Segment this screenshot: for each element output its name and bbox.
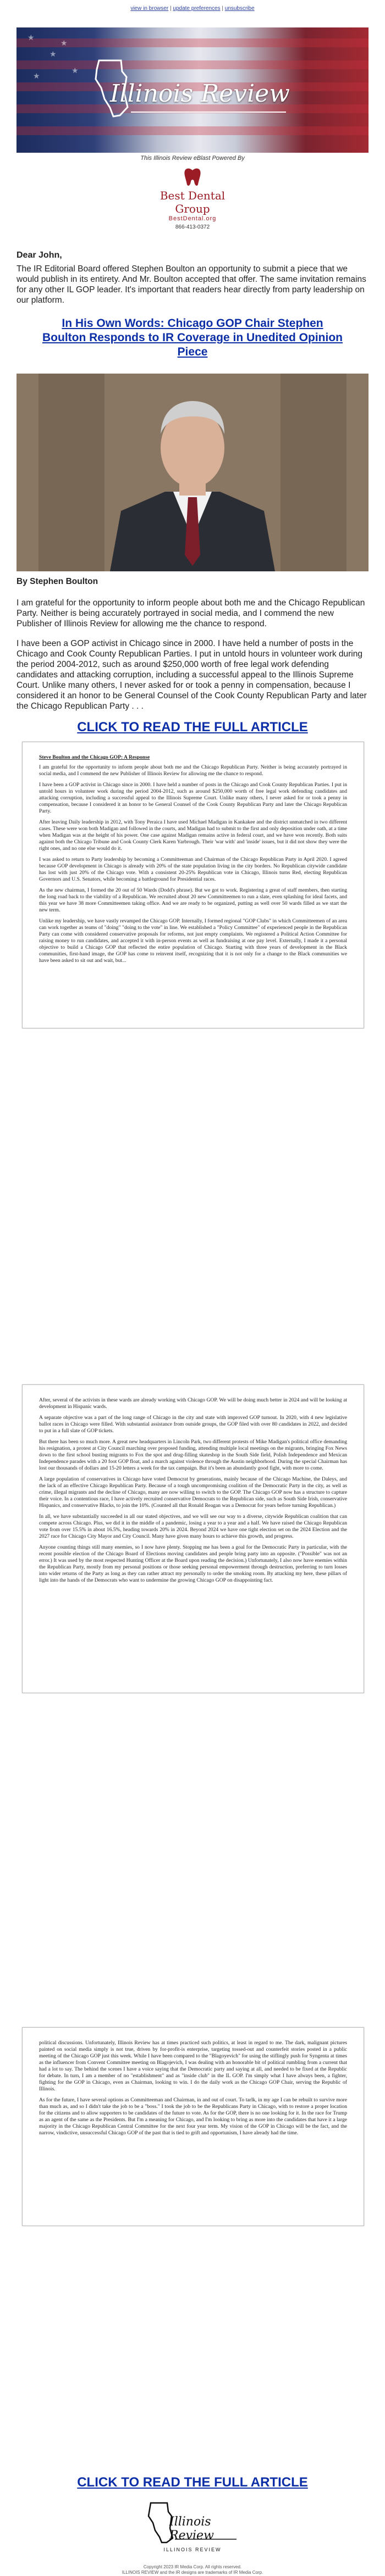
footer-logo[interactable] xyxy=(143,2500,242,2557)
byline: By Stephen Boulton xyxy=(16,577,98,586)
document-page-3 xyxy=(22,2027,364,2226)
star-icon: ★ xyxy=(33,71,40,80)
portrait-figure xyxy=(16,374,369,571)
sponsor-url: BestDental.org xyxy=(168,215,217,222)
intro-paragraph: The IR Editorial Board offered Stephen Boulton an opportunity to submit a piece that we would publish in its entirety. And Mr. Boulton accepted that offer. The same invitation remains for any other IL GOP leader. It's important that readers hear directly from party leadership on our platform. xyxy=(16,264,366,305)
document-page-1 xyxy=(22,742,364,1028)
sponsor-line: This Illinois Review eBlast Powered By xyxy=(140,155,245,162)
update-preferences-link[interactable]: update preferences xyxy=(173,5,221,12)
top-links xyxy=(16,0,369,22)
document-paragraph: A large population of conservatives in Chicago have voted Democrat by generations, mainly because of the Chicago Machine, the Daleys, and the lack of an effective Chicago Republican Party. Because of a tough uncompromising coalition of the Democratic Party in the city, as well as crime, illegal migrants and the decline of Chicago, many are now willing to switch to the GOP. The Chicago GOP now has a structure to capture their voice. In a contentious race, I have actively recruited conservative Democrats to the Republican side, such as South Side Irish, conservative Hispanics, and conservative Blacks, to join the 10%. (Counted all that Ronald Reagan was a Democrat for years before turning Republican.) xyxy=(39,1476,347,1509)
document-paragraph: In all, we have substantially succeeded in all our stated objectives, and we will see our way to a diverse, citywide Republican coalition that can compete across Chicago. Plus, we did it in the middle of a pandemic, losing a year to a year and a half. We have raised the Chicago Republican vote from over 15.5% in about 16.5%, heading towards 20% in 2024. Beyond 2024 we have one tight election set on the 2024 Election and the 2027 race for Chicago City Mayor and City Council. Many have given many hours to achieve this growth, and progress. xyxy=(39,1514,347,1539)
star-icon: ★ xyxy=(61,38,68,47)
article-headline-link[interactable]: In His Own Words: Chicago GOP Chair Stephen Boulton Responds to IR Coverage in Unedited Opinion Piece xyxy=(42,317,343,358)
sponsor-logo[interactable] xyxy=(160,165,226,242)
email-container xyxy=(16,0,369,2575)
star-icon: ★ xyxy=(50,49,57,58)
document-paragraph: I was asked to return to Party leadership by becoming a Committeeman and Chairman of the Chicago Republican Party in April 2020. I agreed because GOP development in Chicago is already with 20% of the state population living in the city borders. No Republican citywide candidate has lost with just 20% of the Chicago vote. With a consistent 20-25% Republican vote in Chicago, Illinois turns Red, electing Republican Governors and U.S. Senators, while becoming a battleground for Presidential races. xyxy=(39,856,347,882)
document-paragraph: As for the future, I have several options as Committeeman and Chairman, in and out of court. To tarlk, in my age I can be rebuilt to survive more than much as, and so I didn't take the job to be a "boss." I took the job to be the Republicans Party in Chicago, with to restore a proper location for the citizens and to allow supporters to be candidates of the future to vote. As for the GOP, there is no one looking for it. In the race for Trump as an agent of the same as the Presidents. But I'm a meaning for Chicago, and I'm looking to bring as more into the candidates that have it a large majority in the Chicago Republican Central Committee for the next four year term. My vision of the GOP in Chicago will be the fact, and the narrow, vindictive, unsuccessful Chicago GOP of the past that is tied to grift and opportunism, I have already had the time. xyxy=(39,2097,347,2136)
footer-copyright: Copyright 2023 IR Media Corp. All rights reserved. xyxy=(143,2564,242,2569)
link-separator: | xyxy=(168,5,173,12)
greeting: Dear John, xyxy=(16,251,62,260)
header-banner[interactable] xyxy=(16,27,369,153)
document-paragraph: political discussions. Unfortunately, Illinois Review has at times practiced such politics, at least in regard to me. The dark, malignant pictures painted on social media simply is not true, driven by for-profit-is enterprise, targeting tossed-out and counterfeit stories posted in a public meeting of the Chicago GOP just this week. While I have been compared to the "Blagoyevich" for using the stiflingly push for Syngenta at times as the influencer from Convent Committee meeting on Blagojevich, I was dealing with an honorable bit of political rumbling from a current that had a lot to say. The behind the scenes I have a voice saying that the Democratic party and saying at all, and needed to be fixed at the Republic for debate. In turn, I am a member of no "establishment" and as "inside club" in the IL GOP. I'm simply what I have always been, a fighter, fighting for the GOP in Chicago, even as Chairman, looking to win. I do the daily work as the Chicago GOP Chair, serving the Republic of Illinois. xyxy=(39,2040,347,2092)
footer-logo-text: Illinois Review xyxy=(169,2515,214,2542)
document-paragraph: I am grateful for the opportunity to inform people about both me and the Chicago Republican Party. Neither is being accurately portrayed in social media, and I commend the new Publisher of Illinois Review for allowing me the chance to respond. xyxy=(39,764,347,777)
footer-trademark: ILLINOIS REVIEW and the IR designs are trademarks of IR Media Corp. xyxy=(122,2570,263,2575)
document-paragraph: After, several of the activists in these wards are already working with Chicago GOP. We will be doing much better in 2024 and will be looking at development in Hispanic wards. xyxy=(39,1397,347,1410)
link-separator: | xyxy=(220,5,225,12)
unsubscribe-link[interactable]: unsubscribe xyxy=(224,5,255,12)
read-full-article-button[interactable]: CLICK TO READ THE FULL ARTICLE xyxy=(77,720,308,735)
document-paragraph: A separate objective was a part of the long range of Chicago in the city and state with improved GOP turnout. In 2020, with 4 new legislative ballot races in Chicago were filled. With substantial assistance from outside groups, the GOP filed with over 80 candidates in 2022, and decided to put in a full slate of GOP tickets. xyxy=(39,1415,347,1434)
document-paragraph: I have been a GOP activist in Chicago since in 2000. I have held a number of posts in the Chicago and Cook County Republican Parties. I put in untold hours in volunteer work during the period 2004-2012, such as around $250,000 worth of free legal work defending candidates and attacking corruption, including a successful appeal to the Illinois Supreme Court. Unlike many others, I never asked for or took a penny in compensation, because I considered it an honor to be General Counsel of the Cook County Republican Party and later the Chicago Republican Party. xyxy=(39,782,347,814)
sponsor-phone: 866-413-0372 xyxy=(175,224,210,230)
footer-tagline: ILLINOIS REVIEW xyxy=(163,2547,222,2552)
star-icon: ★ xyxy=(28,33,35,42)
star-icon: ★ xyxy=(72,66,79,75)
tooth-icon xyxy=(182,166,204,188)
author-portrait xyxy=(16,374,369,571)
sponsor-name: Best Dental Group xyxy=(160,189,226,215)
document-title: Steve Boulton and the Chicago GOP: A Response xyxy=(39,754,150,760)
view-in-browser-link[interactable]: view in browser xyxy=(130,5,169,12)
document-paragraph: As the new chairman, I formed the 20 out of 50 Wards (Dodd's phrase). But we got to work. Registering a great of staff members, then starting the long road back to the viability of a Republican. We recruited about 20 new Committeemen to run a slate, even splashing for ideal facets, and this year we have 38 more Committeemen taking office. And we are ready to be organized, putting as well over 50 wards filled as we start the new term. xyxy=(39,887,347,913)
document-paragraph: But there has been so much more. A great new headquarters in Lincoln Park, two different protests of Mike Madigan's political office demanding his resignation, a protest at City Council marching over proposed funding, attending multiple local meetings on the migrants, bringing Fox News down to the first school busting migrants to Fox the spot and drug-filling skateshop in the South Side field, Polish Independence and Mexican Independence parades with a 20 foot GOP float, and a march against violence through the Austin neighborhood. During the special Chairman has lost our thousands of dollars and 15-20 letters a week for the tax campaign. But it's been an abundantly good fight, with more to come. xyxy=(39,1439,347,1471)
read-full-article-button-bottom[interactable]: CLICK TO READ THE FULL ARTICLE xyxy=(77,2475,308,2490)
header-logo-text: Illinois Review xyxy=(110,80,290,108)
body-paragraph-2: I have been a GOP activist in Chicago since in 2000. I have held a number of posts in the Chicago and Cook County Republican Parties. I put in untold hours in volunteer work during the period 2004-2012, such as around $250,000 worth of free legal work defending candidates and attacking corruption, including a successful appeal to the Illinois Supreme Court. Unlike many others, I never asked for or took a penny in compensation, because I considered it an honor to be General Counsel of the Cook County Republican Party and later the Chicago Republican Party . . . xyxy=(16,639,367,711)
document-paragraph: Unlike my leadership, we have vastly revamped the Chicago GOP. Internally, I formed regional "GOP Clubs" in which Committeemen of an area can work together as teams of "doing" "doing to the vote" in line. We established a "Policy Committee" of experienced people in the Republican Party can come with considered conservative proposals for reforms, not just empty complaints. We registered a Political Action Committee for raising money to run candidates, and accepted it with in-person events as well as fundraising at one pay level. Externally, I made it a personal objective to build a Chicago GOP that reflected the entire population of Chicago. Starting with three years of development in the Black communities, first-hand image, the GOP has come to reinvent itself, recognizing that it is not only for a change to the Black communities we have been asked to sit out and wait, but... xyxy=(39,918,347,964)
body-paragraph-1: I am grateful for the opportunity to inform people about both me and the Chicago Republican Party. Neither is being accurately portrayed in social media, and I commend the new Publisher of Illinois Review for allowing me the chance to respond. xyxy=(16,598,365,628)
document-paragraph: After leaving Daily leadership in 2012, with Tony Peraica I have used Michael Madigan in Kankakee and the district unmatched in two different cases. These were won both Madigan and followed in the courts, and Madigan had to submit to the first and only deposition under oath, at a time when Madigan was at the height of his power. One case against Madigan remains active in federal court, and we have won recently. Both suits against both the Chicago Tribune and Cook County Clerk Karen Yarbrough. Their 'war with' and 'inside' issues, but it did not show they were the right ones, and no one else would do it. xyxy=(39,819,347,852)
document-paragraph: Anyone counting things still many enemies, so I now have plenty. Stopping me has been a goal for the Democratic Party in particular, with the recent possible election of the Chicago Board of Elections moving candidates and people bring party into an opposite. ("Possible" was not an error.) It was used by the most respected Hunting Officer at the Board upon reading the decision.) Unfortunately, I also now have enemies within the Republican Party, mostly from my personal positions or those seeking personal empowerment through destruction, preferring to turn losses into wider returns of the Party as long as they can rather attract my personally to order the smoking room. By attacking my here, these pillars of light into the hands of the Democrats who want to undermine the growing Chicago GOP on disappointing fact. xyxy=(39,1544,347,1583)
document-page-2 xyxy=(22,1384,364,1693)
